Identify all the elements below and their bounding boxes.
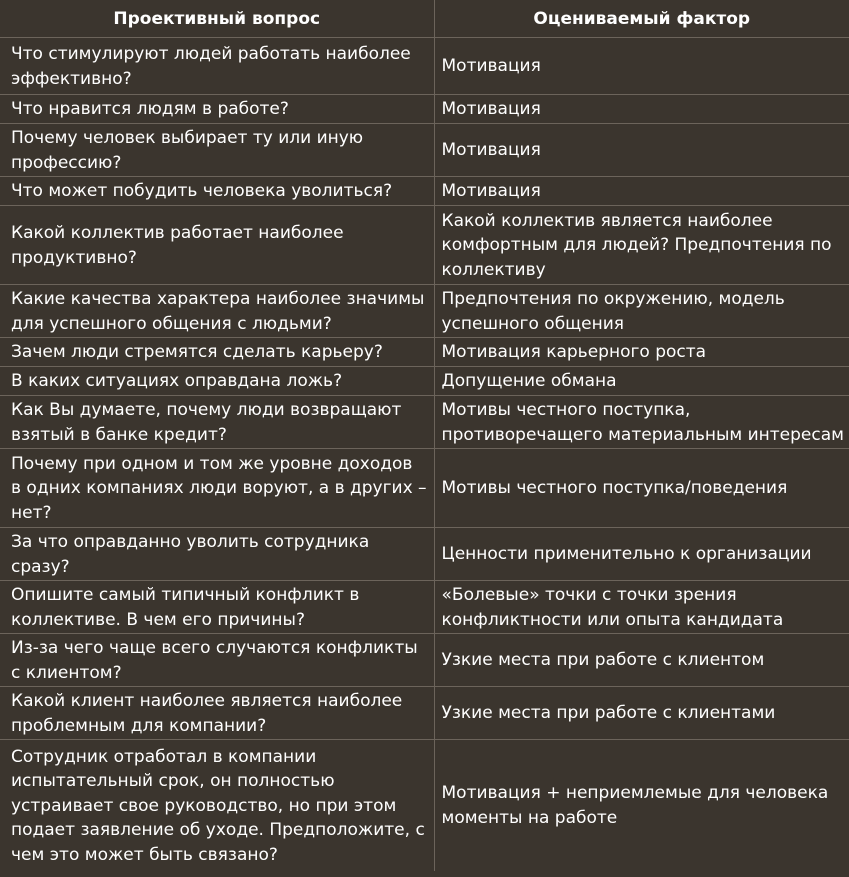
factor-cell: Мотивы честного поступка/поведения — [434, 449, 849, 528]
question-cell: Опишите самый типичный конфликт в коллективе. В чем его причины? — [0, 581, 434, 634]
factor-cell: Мотивация — [434, 95, 849, 124]
table-row — [0, 634, 849, 687]
question-cell: Что может побудить человека уволиться? — [0, 177, 434, 206]
question-cell: Почему при одном и том же уровне доходов в одних компаниях люди воруют, а в других – нет? — [0, 449, 434, 528]
factor-cell: Мотивация — [434, 124, 849, 177]
table-row — [0, 206, 849, 285]
question-cell: Какой клиент наиболее является наиболее проблемным для компании? — [0, 687, 434, 740]
factor-cell: Какой коллектив является наиболее комфортным для людей? Предпочтения по коллективу — [434, 206, 849, 285]
factor-cell: Допущение обмана — [434, 367, 849, 396]
factor-cell: Мотивы честного поступка, противоречащего материальным интересам — [434, 396, 849, 449]
column-header-factor: Оцениваемый фактор — [434, 0, 849, 38]
factor-cell: «Болевые» точки с точки зрения конфликтности или опыта кандидата — [434, 581, 849, 634]
question-cell: Что стимулируют людей работать наиболее эффективно? — [0, 38, 434, 95]
question-cell: Сотрудник отработал в компании испытательный срок, он полностью устраивает свое руководство, но при этом подает заявление об уходе. Предположите, с чем это может быть связано? — [0, 740, 434, 871]
table-row — [0, 687, 849, 740]
question-cell: Зачем люди стремятся сделать карьеру? — [0, 338, 434, 367]
table-row — [0, 124, 849, 177]
column-header-question: Проективный вопрос — [0, 0, 434, 38]
factor-cell: Узкие места при работе с клиентом — [434, 634, 849, 687]
factor-cell: Предпочтения по окружению, модель успешного общения — [434, 285, 849, 338]
table-row — [0, 581, 849, 634]
question-cell: В каких ситуациях оправдана ложь? — [0, 367, 434, 396]
table-row — [0, 285, 849, 338]
factor-cell: Узкие места при работе с клиентами — [434, 687, 849, 740]
question-cell: Почему человек выбирает ту или иную профессию? — [0, 124, 434, 177]
factor-cell: Мотивация карьерного роста — [434, 338, 849, 367]
table-row — [0, 740, 849, 871]
question-cell: Как Вы думаете, почему люди возвращают взятый в банке кредит? — [0, 396, 434, 449]
table-row — [0, 449, 849, 528]
table-row — [0, 528, 849, 581]
factor-cell: Ценности применительно к организации — [434, 528, 849, 581]
factor-cell: Мотивация — [434, 38, 849, 95]
question-cell: Из-за чего чаще всего случаются конфликты с клиентом? — [0, 634, 434, 687]
table-row — [0, 396, 849, 449]
factor-cell: Мотивация — [434, 177, 849, 206]
table-row — [0, 95, 849, 124]
table-row — [0, 38, 849, 95]
question-cell: За что оправданно уволить сотрудника сразу? — [0, 528, 434, 581]
question-cell: Какие качества характера наиболее значимы для успешного общения с людьми? — [0, 285, 434, 338]
question-cell: Что нравится людям в работе? — [0, 95, 434, 124]
question-cell: Какой коллектив работает наиболее продуктивно? — [0, 206, 434, 285]
table-row — [0, 177, 849, 206]
factor-cell: Мотивация + неприемлемые для человека моменты на работе — [434, 740, 849, 871]
table-header-row — [0, 0, 849, 38]
table-row — [0, 367, 849, 396]
table-row — [0, 338, 849, 367]
